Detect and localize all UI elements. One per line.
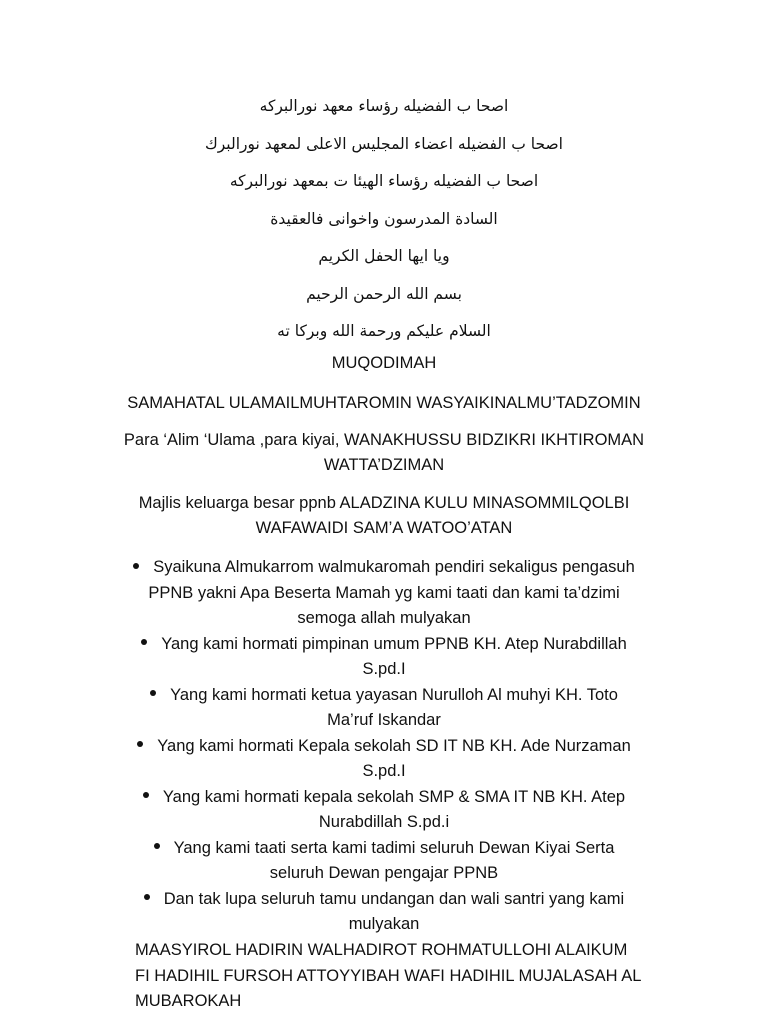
list-item-text: Yang kami hormati Kepala sekolah SD IT NB KH. Ade Nurzaman <box>157 736 631 755</box>
bullet-icon <box>133 563 139 569</box>
para-alim-paragraph <box>0 428 768 478</box>
closing-paragraph <box>135 938 695 1015</box>
list-item-continuation: Nurabdillah S.pd.i <box>318 813 450 831</box>
closing-line: MAASYIROL HADIRIN WALHADIROT ROHMATULLOHI ALAIKUM <box>135 941 628 959</box>
closing-line: MUBAROKAH <box>135 992 242 1010</box>
honorifics-list <box>0 555 768 938</box>
list-item-text: Yang kami hormati kepala sekolah SMP & SMA IT NB KH. Atep <box>162 787 626 806</box>
arabic-line: السادة المدرسون واخوانى فالعقيدة <box>270 209 498 228</box>
list-item-continuation: seluruh Dewan pengajar PPNB <box>269 864 499 882</box>
para-line: Para ‘Alim ‘Ulama ,para kiyai, WANAKHUSSU BIDZIKRI IKHTIROMAN <box>123 431 645 449</box>
list-item-text: Yang kami taati serta kami tadimi seluruh Dewan Kiyai Serta <box>173 838 615 857</box>
list-item <box>0 555 768 632</box>
list-item <box>0 887 768 938</box>
arabic-line: اصحا ب الفضيله اعضاء المجليس الاعلى لمعهد نورالبرك <box>204 134 563 153</box>
arabic-line: ويا ايها الحفل الكريم <box>318 247 450 265</box>
majlis-paragraph <box>0 491 768 541</box>
bullet-icon <box>141 639 147 645</box>
bullet-icon <box>150 690 156 696</box>
list-item <box>0 785 768 836</box>
document-title: MUQODIMAH <box>331 354 437 372</box>
list-item-text: Dan tak lupa seluruh tamu undangan dan wali santri yang kami <box>163 889 625 908</box>
list-item-continuation: mulyakan <box>348 915 420 933</box>
bullet-icon <box>154 843 160 849</box>
closing-line: FI HADIHIL FURSOH ATTOYYIBAH WAFI HADIHIL MUJALASAH AL <box>135 966 642 985</box>
list-item <box>0 836 768 887</box>
samahatal-line: SAMAHATAL ULAMAILMUHTAROMIN WASYAIKINALMU’TADZOMIN <box>127 394 641 412</box>
list-item-continuation: Ma’ruf Iskandar <box>327 711 441 729</box>
arabic-greetings <box>0 88 768 351</box>
list-item <box>0 683 768 734</box>
bullet-icon <box>137 741 143 747</box>
list-item-text: Yang kami hormati pimpinan umum PPNB KH. Atep Nurabdillah <box>161 634 627 653</box>
list-item-continuation: PPNB yakni Apa Beserta Mamah yg kami taati dan kami ta’dzimi <box>148 583 620 602</box>
arabic-line: بسم الله الرحمن الرحيم <box>306 284 462 303</box>
list-item-continuation: S.pd.I <box>362 660 406 678</box>
list-item <box>0 734 768 785</box>
list-item-text: Yang kami hormati ketua yayasan Nurulloh Al muhyi KH. Toto <box>170 685 618 704</box>
list-item-text: Syaikuna Almukarrom walmukaromah pendiri sekaligus pengasuh <box>153 558 635 576</box>
list-item-continuation: S.pd.I <box>362 762 406 780</box>
list-item-continuation: semoga allah mulyakan <box>297 609 471 627</box>
arabic-line: السلام عليكم ورحمة الله وبركا ته <box>277 322 491 340</box>
arabic-line: اصحا ب الفضيله رؤساء الهيئا ت بمعهد نورالبركه <box>229 172 539 190</box>
para-line: WATTA’DZIMAN <box>323 456 445 474</box>
bullet-icon <box>143 792 149 798</box>
majlis-line: Majlis keluarga besar ppnb ALADZINA KULU MINASOMMILQOLBI <box>138 494 630 512</box>
list-item <box>0 632 768 683</box>
arabic-line: اصحا ب الفضيله رؤساء معهد نورالبركه <box>259 97 509 115</box>
majlis-line: WAFAWAIDI SAM’A WATOO’ATAN <box>255 519 513 537</box>
bullet-icon <box>144 894 150 900</box>
